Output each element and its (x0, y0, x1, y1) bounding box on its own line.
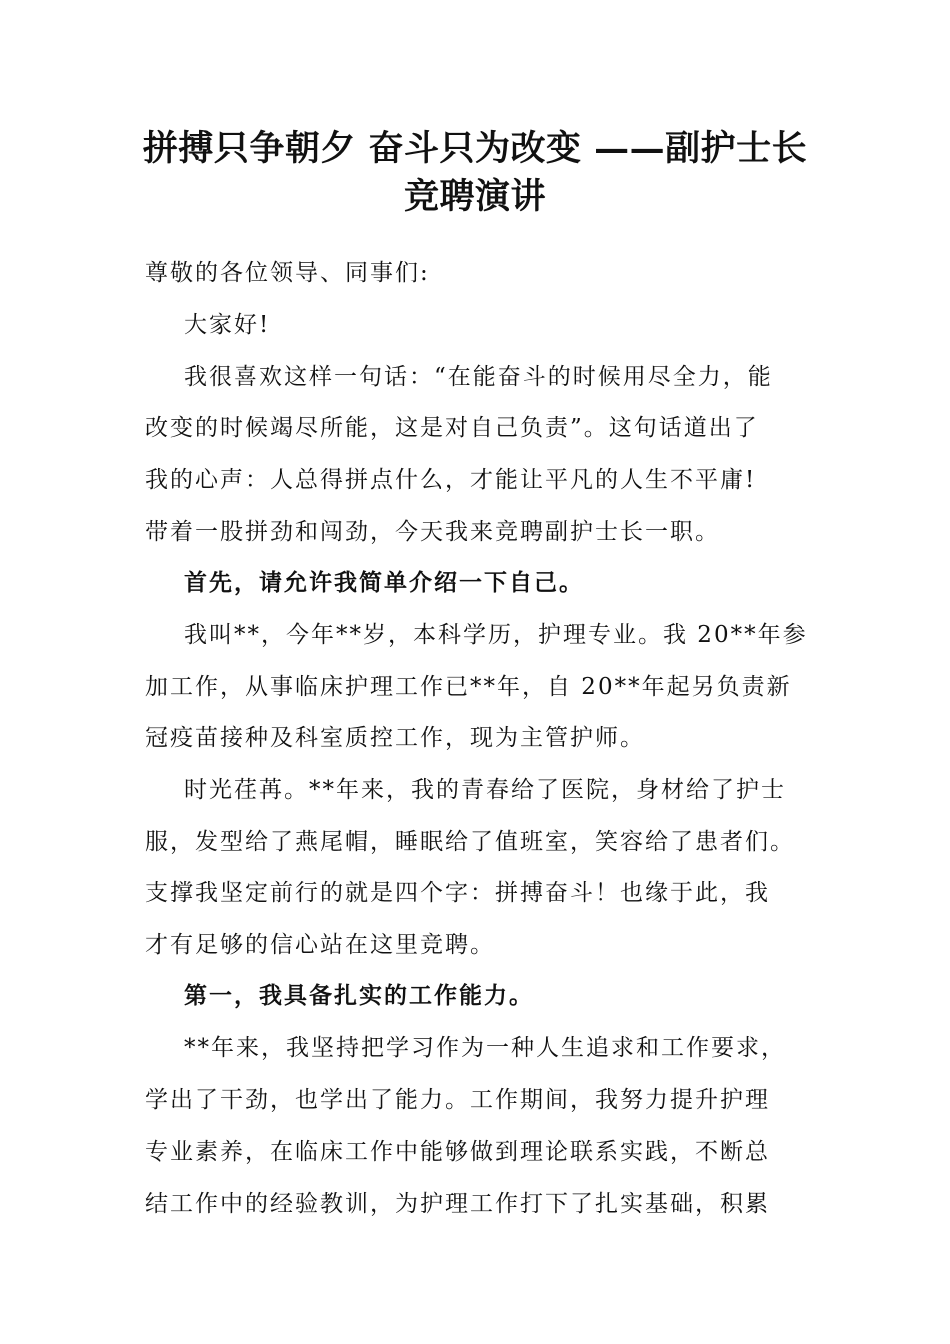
paragraph-line: 学出了干劲，也学出了能力。工作期间，我努力提升护理 (145, 1087, 770, 1113)
paragraph-line: 冠疫苗接种及科室质控工作，现为主管护师。 (145, 725, 645, 751)
paragraph-line: 我很喜欢这样一句话：“在能奋斗的时候用尽全力，能 (184, 364, 773, 390)
paragraph-line: 结工作中的经验教训，为护理工作打下了扎实基础，积累 (145, 1191, 770, 1217)
document-title-line-2: 竞聘演讲 (403, 176, 546, 217)
paragraph-line: 我叫**，今年**岁，本科学历，护理专业。我 20**年参 (184, 622, 808, 648)
paragraph-line: 支撑我坚定前行的就是四个字：拼搏奋斗！也缘于此，我 (145, 880, 770, 906)
salutation: 尊敬的各位领导、同事们: (145, 260, 430, 286)
paragraph-line: 才有足够的信心站在这里竞聘。 (145, 932, 495, 958)
document-title-line-1: 拼搏只争朝夕 奋斗只为改变 ——副护士长 (142, 128, 808, 169)
greeting: 大家好! (184, 312, 271, 338)
paragraph-line: 我的心声：人总得拼点什么，才能让平凡的人生不平庸! (145, 467, 757, 493)
paragraph-line: 时光荏苒。**年来，我的青春给了医院，身材给了护士 (184, 777, 786, 803)
paragraph-line: 加工作，从事临床护理工作已**年，自 20**年起另负责新 (145, 674, 792, 700)
paragraph-line: 改变的时候竭尽所能，这是对自己负责”。这句话道出了 (145, 415, 759, 441)
paragraph-line: 服，发型给了燕尾帽，睡眠给了值班室，笑容给了患者们。 (145, 829, 795, 855)
section-heading-intro: 首先，请允许我简单介绍一下自己。 (184, 569, 584, 596)
paragraph-line: 带着一股拼劲和闯劲，今天我来竞聘副护士长一职。 (145, 519, 720, 545)
paragraph-line: 专业素养，在临床工作中能够做到理论联系实践，不断总 (145, 1139, 770, 1165)
paragraph-line: **年来，我坚持把学习作为一种人生追求和工作要求， (184, 1035, 786, 1061)
section-heading-first: 第一，我具备扎实的工作能力。 (184, 982, 534, 1009)
